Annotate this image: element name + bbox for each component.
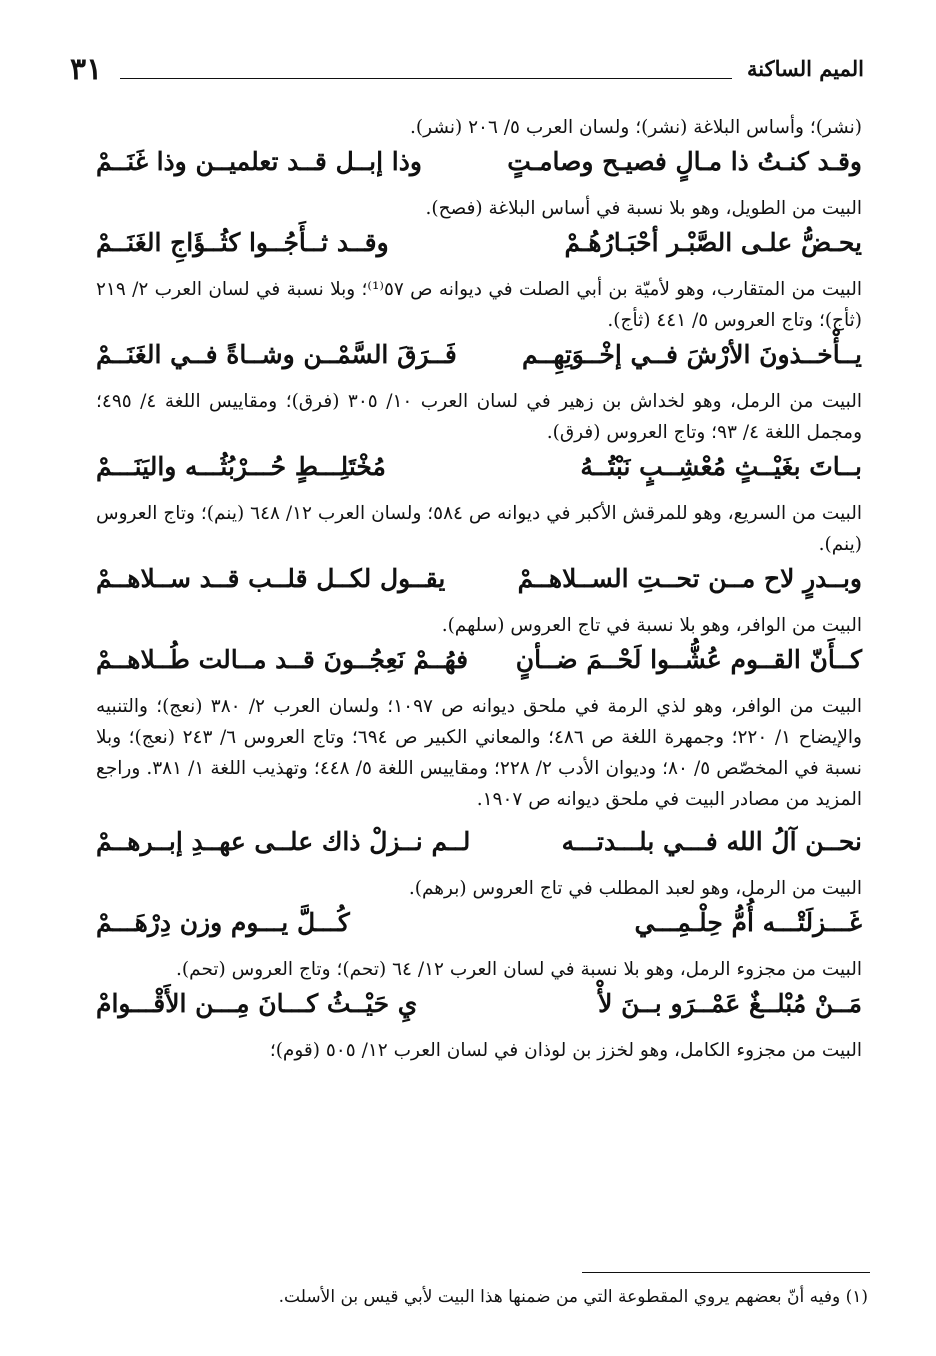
footnote-rule xyxy=(582,1272,870,1273)
verse-second-hemistich: فَــرَقَ السَّمْــن وشــاةً فــي الغَنَــمْ xyxy=(96,340,457,369)
verse-first-hemistich: يــأْخــذونَ الأرْشَ فــي إخْــوَتِهِــم xyxy=(522,340,862,369)
page-header xyxy=(70,52,864,92)
commentary-note: البيت من المتقارب، وهو لأميّة بن أبي الصلت في ديوانه ص ٥٧⁽¹⁾؛ وبلا نسبة في لسان العرب ٢/ ٢١٩ (ثأج)؛ وتاج العروس ٥/ ٤٤١ (ثأج). xyxy=(96,279,862,331)
header-rule xyxy=(120,78,732,79)
verse-second-hemistich: لــم نــزلْ ذاك علــى عهــدِ إبــرهــمْ xyxy=(96,827,471,856)
commentary-note: البيت من الطويل، وهو بلا نسبة في أساس البلاغة (فصح). xyxy=(425,198,862,219)
poem-verse xyxy=(96,228,862,270)
footnote: (١) وفيه أنّ بعضهم يروي المقطوعة التي من ضمنها هذا البيت لأبي قيس بن الأسلت. xyxy=(278,1287,868,1307)
commentary-note: البيت من مجزوء الرمل، وهو بلا نسبة في لسان العرب ١٢/ ٦٤ (تحم)؛ وتاج العروس (تحم). xyxy=(176,959,862,980)
spacer xyxy=(96,815,862,823)
verse-second-hemistich: وقــد ثــأَجُــوا كثُــؤَاجِ الغَنَــمْ xyxy=(96,228,389,257)
running-title: الميم الساكنة xyxy=(747,56,864,81)
poem-verse xyxy=(96,827,862,869)
verse-first-hemistich: وقـد كنـتُ ذا مـالٍ فصيـح وصامـتٍ xyxy=(507,147,862,176)
commentary-note: البيت من السريع، وهو للمرقش الأكبر في ديوانه ص ٥٨٤؛ ولسان العرب ١٢/ ٦٤٨ (ينم)؛ وتاج العروس (ينم). xyxy=(96,503,863,555)
commentary-note: البيت من الرمل، وهو لخداش بن زهير في لسان العرب ١٠/ ٣٠٥ (فرق)؛ ومقاييس اللغة ٤/ ٤٩٥؛ ومجمل اللغة ٤/ ٩٣؛ وتاج العروس (فرق). xyxy=(96,391,862,443)
poem-verse xyxy=(96,989,862,1031)
verse-second-hemistich: مُخْتَلِـــطٍ حُـــرْبُثُـــه واليَنَـــمْ xyxy=(96,452,386,481)
verse-second-hemistich: فهُــمْ نَعِجُــونَ قــد مــالت طُــلاهــمْ xyxy=(96,645,469,674)
verse-second-hemistich: وذا إبــل قــد تعلميــن وذا غَنَــمْ xyxy=(96,147,422,176)
verse-first-hemistich: بــاتَ بغَيْــثٍ مُعْشِــبٍ نَبْتُــهُ xyxy=(580,452,862,481)
verse-first-hemistich: مَــنْ مُبْلــغٌ عَمْــرَو بــنَ لأْ xyxy=(598,989,862,1018)
verse-first-hemistich: كــأَنّ القــوم عُشُّــوا لَحْــمَ ضــأنٍ xyxy=(515,645,862,674)
verse-first-hemistich: وبــدرٍ لاح مــن تحــتِ الســلاهــمْ xyxy=(517,564,862,593)
poem-verse xyxy=(96,340,862,382)
verse-second-hemistich: يِ حَيْــثُ كـــانَ مِـــن الأَقْـــوامْ xyxy=(96,989,418,1018)
commentary-note: (نشر)؛ وأساس البلاغة (نشر)؛ ولسان العرب ٥/ ٢٠٦ (نشر). xyxy=(410,117,862,138)
poem-verse xyxy=(96,908,862,950)
verse-second-hemistich: يقــول لكــل قلــب قــد ســلاهــمْ xyxy=(96,564,446,593)
poem-verse xyxy=(96,564,862,606)
commentary-note: البيت من مجزوء الكامل، وهو لخزز بن لوذان في لسان العرب ١٢/ ٥٠٥ (قوم)؛ xyxy=(269,1040,862,1061)
verse-first-hemistich: غَـــزلَتْـــه أُمُّ حِلْـمِـــي xyxy=(634,908,862,937)
verse-second-hemistich: كُـــلَّ يـــوم وزن دِرْهَـــمْ xyxy=(96,908,350,937)
verse-first-hemistich: نحــن آلُ الله فـــي بلـــدتـــه xyxy=(561,827,862,856)
commentary-note: البيت من الرمل، وهو لعبد المطلب في تاج العروس (برهم). xyxy=(408,878,862,899)
verse-first-hemistich: يحـضُّ علـى الصَّبْـر أحْبَـارُهُـمْ xyxy=(564,228,862,257)
commentary-note: البيت من الوافر، وهو لذي الرمة في ملحق ديوانه ص ١٠٩٧؛ ولسان العرب ٢/ ٣٨٠ (نعج)؛ والتنبيه والإيضاح ١/ ٢٢٠؛ وجمهرة اللغة ص ٤٨٦؛ والمعاني الكبير ص ٦٩٤؛ وتاج العروس ٦/ ٢٤٣ (نعج)؛ وبلا نسبة في المخصّص ٥/ ٨٠؛ وديوان الأدب ٢/ ٢٢٨؛ ومقاييس اللغة ٥/ ٤٤٨؛ وتهذيب اللغة ١/ ٣٨١. وراجع المزيد من مصادر البيت في ملحق ديوانه ص ١٩٠٧. xyxy=(96,696,862,810)
poem-verse xyxy=(96,147,862,189)
page-number: ٣١ xyxy=(70,52,103,87)
page-body xyxy=(96,112,862,1066)
commentary-note: البيت من الوافر، وهو بلا نسبة في تاج العروس (سلهم). xyxy=(441,615,862,636)
poem-verse xyxy=(96,645,862,687)
poem-verse xyxy=(96,452,862,494)
